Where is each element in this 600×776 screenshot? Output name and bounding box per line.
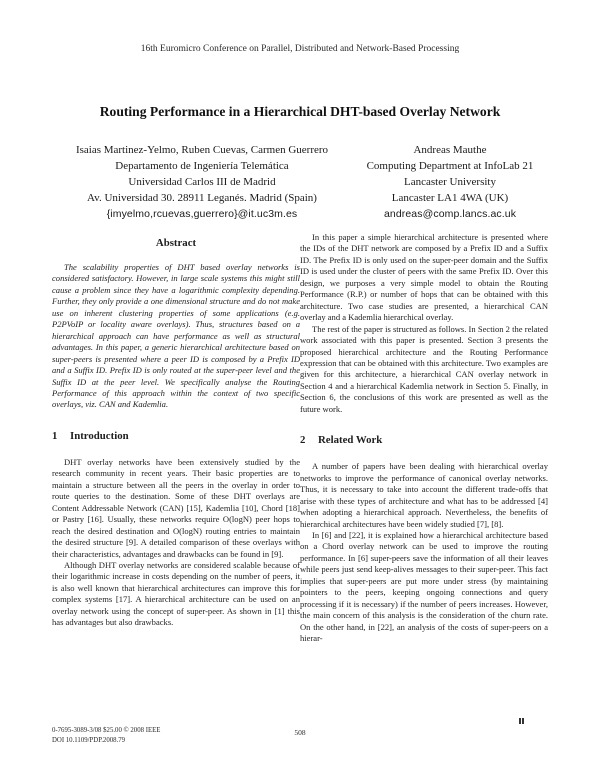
- doi-line: DOI 10.1109/PDP.2008.79: [52, 737, 126, 744]
- author-address: Av. Universidad 30. 28911 Leganés. Madrid (Spain): [87, 192, 317, 204]
- page-number: 508: [294, 728, 306, 737]
- author-email: andreas@comp.lancs.ac.uk: [383, 208, 517, 220]
- section-heading-related-work: [300, 433, 548, 461]
- author-institution: Universidad Carlos III de Madrid: [128, 176, 276, 188]
- left-column: [52, 232, 300, 629]
- paragraph: Although DHT overlay networks are considered scalable because of their logarithmic increase in costs depending on the number of peers, it is also well known that hierarchical architectures can improve this for complex systems [17]. A hierarchical architecture can be used on an overlay network using the concept of super-peer. As shown in [1] this has advantages but also drawbacks.: [52, 559, 300, 628]
- section-number: 1: [52, 429, 58, 442]
- section-heading-introduction: [52, 429, 300, 457]
- author-address: Lancaster LA1 4WA (UK): [391, 192, 509, 204]
- author-department: Departamento de Ingeniería Telemática: [115, 160, 289, 172]
- abstract-heading: Abstract: [155, 237, 197, 249]
- conference-header: 16th Euromicro Conference on Parallel, Distributed and Network-Based Processing: [140, 44, 460, 54]
- abstract-text: The scalability properties of DHT based overlay networks is considered satisfactory. However, in large scale systems this might still cause a problem since they have a logarithmic complexity depending. Further, they only provide a one dimensional structure and do not make use on inherent clustering properties of some applications (e.g. P2PVoIP or locality aware overlays). Thus, structures based on a hierarchical approach can have performance as well as structural advantages. In this paper, a generic hierarchical architecture based on super-peers is presented where a peer ID is composed by a Prefix ID and a Suffix ID. Prefix ID is only routed at the super-peer level and the Suffix ID at the peer level. We specifically analyse the Routing Performance of this approach within the context of two specific overlays, viz. CAN and Kademlia.: [52, 262, 300, 410]
- paragraph: A number of papers have been dealing with hierarchical overlay networks to improve the performance of canonical overlay networks. Thus, it is necessary to take into account the different trade-offs that arise with these types of architecture and what has to be addressed [4] when adopting a hierarchical approach. Nevertheless, the benefits of hierarchical architectures have been widely studied [7], [8].: [300, 461, 548, 529]
- author-names: Andreas Mauthe: [413, 144, 487, 156]
- section-title: Related Work: [318, 434, 383, 447]
- section-title: Introduction: [70, 429, 129, 442]
- paragraph: In this paper a simple hierarchical architecture is presented where the IDs of the DHT network are composed by a Prefix ID and a Suffix ID. The Prefix ID is only used on the super-peer domain and the Suffix ID is used under the cluster of peers with the same Prefix ID. Over this design, we purposes a very simple model to obtain the Routing Performance (R.P.) or number of hops that can be obtained with this architecture. Two case studies are presented, a hierarchical CAN overlay and a Kademlia hierarchical overlay.: [300, 232, 548, 323]
- isbn-line: 0-7695-3089-3/08 $25.00 © 2008 IEEE: [52, 727, 161, 734]
- author-block-left: [52, 142, 352, 222]
- right-column: [300, 232, 548, 645]
- paper-title: Routing Performance in a Hierarchical DHT-based Overlay Network: [99, 104, 501, 119]
- computer-society-logo: [508, 717, 548, 741]
- author-block-right: [352, 142, 548, 222]
- computer-society-logo-icon: [508, 717, 548, 741]
- author-institution: Lancaster University: [404, 176, 496, 188]
- section-number: 2: [300, 434, 306, 447]
- paragraph: In [6] and [22], it is explained how a hierarchical architecture based on a Chord overlay network can be used to improve the routing performance. In [6] super-peers save the information of all their leaves while peers just send keep-alives messages to their super-peer. This fact implies that super-peers are put more under stress (by maintaining pointers to the peers, keeping ongoing connections and query processing if it is necessary) if the number of peers increases. However, the main concern of this analysis is the consideration of the churn rate. On the other hand, in [22], an analysis of the costs of super-peers on a hierar-: [300, 529, 548, 644]
- paragraph: DHT overlay networks have been extensively studied by the research community in recent years. Their basic properties are to maintain a structure between all the peers in the overlay in order to route queries to the destination. Some of these DHT overlays are Content Addressable Network (CAN) [15], Kademlia [10], Chord [18] or Pastry [16]. Usually, these networks require O(logN) peer hops to reach the desired destination and O(logN) routing entries to maintain the desired structure [9]. A detailed comparison of these overlays with their characteristics, advantages and drawbacks can be found in [9].: [52, 456, 300, 559]
- author-email: {imyelmo,rcuevas,guerrero}@it.uc3m.es: [106, 208, 298, 220]
- author-department: Computing Department at InfoLab 21: [366, 160, 534, 172]
- paragraph: The rest of the paper is structured as follows. In Section 2 the related work associated with this paper is presented. Section 3 presents the proposed hierarchical architecture and the Routing Performance expression that can be obtained with this architecture. Two examples are given for this architecture, a hierarchical CAN overlay network in Section 4 and a hierarchical Kademlia network in Section 5. Finally, in Section 6, the conclusions of this work are presented as well as the future work.: [300, 323, 548, 414]
- author-names: Isaias Martinez-Yelmo, Ruben Cuevas, Carmen Guerrero: [75, 144, 329, 156]
